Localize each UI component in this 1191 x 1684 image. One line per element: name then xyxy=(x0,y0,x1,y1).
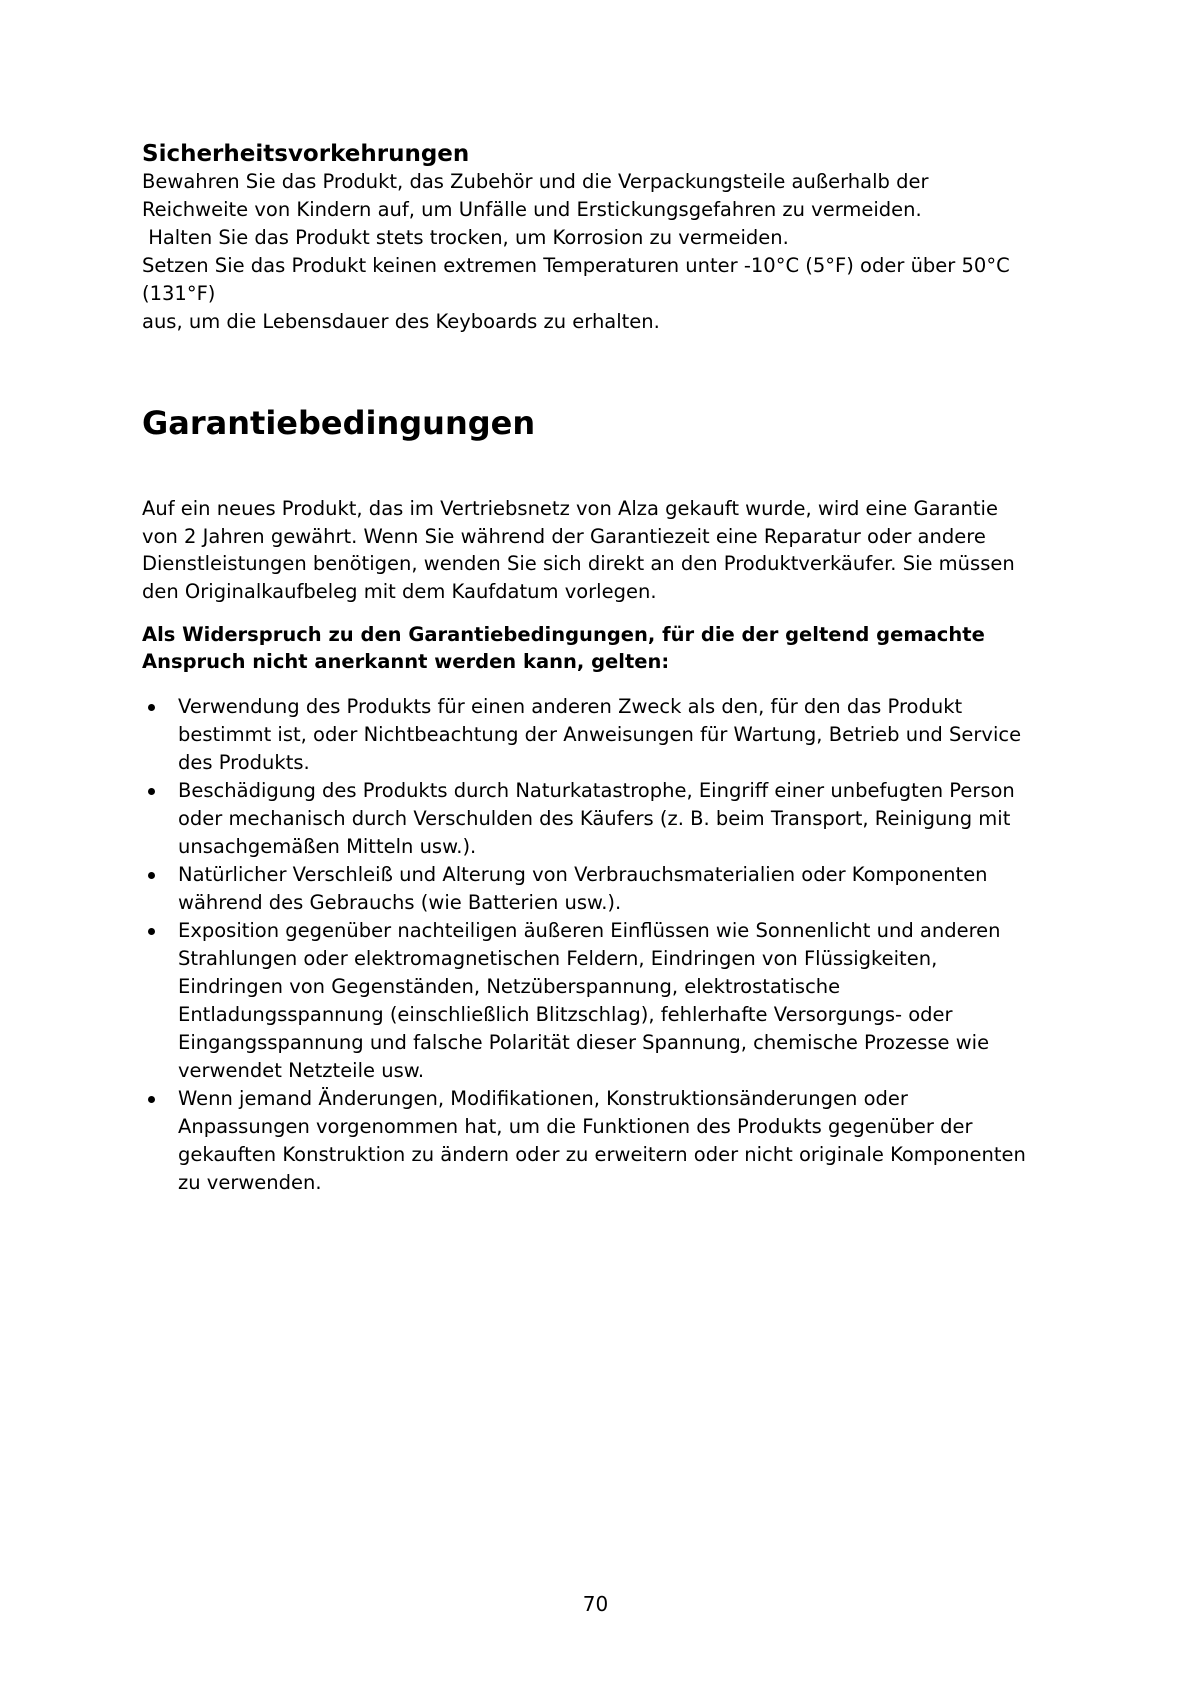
safety-section xyxy=(142,140,1062,336)
list-item-line: des Produkts. xyxy=(178,751,310,774)
warranty-section xyxy=(142,403,1062,1197)
list-item-line: Eindringen von Gegenständen, Netzüberspannung, elektrostatische xyxy=(178,975,841,998)
exclusion-heading xyxy=(142,621,1062,675)
list-item xyxy=(142,777,1062,861)
list-item-line: gekauften Konstruktion zu ändern oder zu erweitern oder nicht originale Komponenten xyxy=(178,1143,1026,1166)
safety-line: Reichweite von Kindern auf, um Unfälle und Erstickungsgefahren zu vermeiden. xyxy=(142,198,922,221)
safety-line: Bewahren Sie das Produkt, das Zubehör und die Verpackungsteile außerhalb der xyxy=(142,170,929,193)
bullet-icon xyxy=(148,704,155,711)
exclusion-heading-line: Anspruch nicht anerkannt werden kann, gelten: xyxy=(142,650,670,673)
list-item-line: Eingangsspannung und falsche Polarität dieser Spannung, chemische Prozesse wie xyxy=(178,1031,990,1054)
warranty-intro-paragraph xyxy=(142,495,1062,605)
safety-line: Setzen Sie das Produkt keinen extremen Temperaturen unter -10°C (5°F) oder über 50°C xyxy=(142,254,1010,277)
list-item-line: verwendet Netzteile usw. xyxy=(178,1059,425,1082)
warranty-intro-line: von 2 Jahren gewährt. Wenn Sie während der Garantiezeit eine Reparatur oder andere xyxy=(142,524,986,548)
list-item-line: während des Gebrauchs (wie Batterien usw.). xyxy=(178,891,622,914)
list-item xyxy=(142,693,1062,777)
list-item-line: zu verwenden. xyxy=(178,1171,322,1194)
safety-line: aus, um die Lebensdauer des Keyboards zu erhalten. xyxy=(142,310,660,333)
list-item-line: Entladungsspannung (einschließlich Blitzschlag), fehlerhafte Versorgungs- oder xyxy=(178,1003,953,1026)
bullet-icon xyxy=(148,788,155,795)
exclusion-heading-line: Als Widerspruch zu den Garantiebedingungen, für die der geltend gemachte xyxy=(142,623,985,646)
list-item xyxy=(142,861,1062,917)
warranty-heading: Garantiebedingungen xyxy=(142,404,536,442)
bullet-icon xyxy=(148,872,155,879)
warranty-intro-line: den Originalkaufbeleg mit dem Kaufdatum vorlegen. xyxy=(142,579,657,603)
list-item-line: Verwendung des Produkts für einen anderen Zweck als den, für den das Produkt xyxy=(178,695,963,718)
safety-line: Halten Sie das Produkt stets trocken, um Korrosion zu vermeiden. xyxy=(142,226,789,249)
bullet-icon xyxy=(148,1096,155,1103)
page-number: 70 xyxy=(582,1592,609,1616)
warranty-intro-line: Auf ein neues Produkt, das im Vertriebsnetz von Alza gekauft wurde, wird eine Garantie xyxy=(142,497,998,520)
list-item-line: Exposition gegenüber nachteiligen äußeren Einflüssen wie Sonnenlicht und anderen xyxy=(178,919,1001,942)
warranty-intro-line: Dienstleistungen benötigen, wenden Sie sich direkt an den Produktverkäufer. Sie müssen xyxy=(142,552,1015,575)
list-item-line: Anpassungen vorgenommen hat, um die Funktionen des Produkts gegenüber der xyxy=(178,1115,973,1138)
list-item xyxy=(142,917,1062,1085)
list-item-line: Natürlicher Verschleiß und Alterung von Verbrauchsmaterialien oder Komponenten xyxy=(178,863,988,886)
bullet-icon xyxy=(148,928,155,935)
safety-line: (131°F) xyxy=(142,282,216,305)
safety-heading: Sicherheitsvorkehrungen xyxy=(142,141,470,167)
exclusion-list xyxy=(142,693,1062,1197)
list-item-line: unsachgemäßen Mitteln usw.). xyxy=(178,835,477,858)
list-item-line: bestimmt ist, oder Nichtbeachtung der Anweisungen für Wartung, Betrieb und Service xyxy=(178,723,1022,746)
list-item-line: oder mechanisch durch Verschulden des Käufers (z. B. beim Transport, Reinigung mit xyxy=(178,807,1011,830)
list-item-line: Beschädigung des Produkts durch Naturkatastrophe, Eingriff einer unbefugten Person xyxy=(178,779,1015,802)
page-content xyxy=(142,140,1062,1197)
list-item-line: Strahlungen oder elektromagnetischen Feldern, Eindringen von Flüssigkeiten, xyxy=(178,947,938,970)
list-item xyxy=(142,1085,1062,1197)
list-item-line: Wenn jemand Änderungen, Modifikationen, Konstruktionsänderungen oder xyxy=(178,1087,908,1110)
